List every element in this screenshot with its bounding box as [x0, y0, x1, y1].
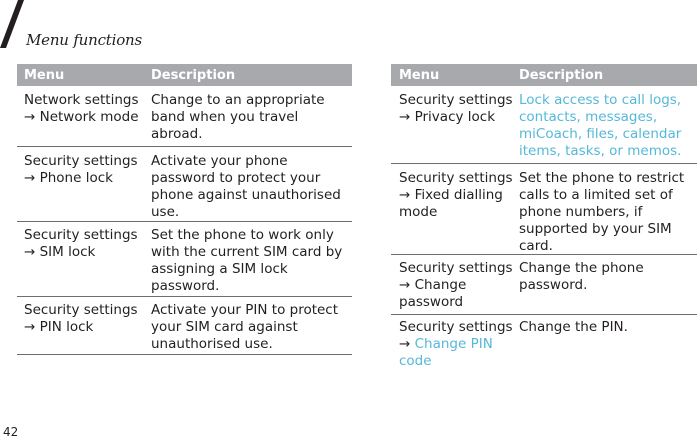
menu-path-item [399, 336, 517, 370]
table-row [17, 222, 352, 297]
table-row [391, 315, 697, 375]
menu-path-item: → Change password [399, 277, 467, 310]
menu-path-parent: Security settings [24, 227, 138, 243]
menu-path-parent: Security settings [24, 302, 138, 318]
table-row [391, 86, 697, 164]
change-pin-code-link[interactable]: Change PIN code [399, 336, 493, 369]
menu-path-item: → Phone lock [24, 170, 113, 186]
page-header-title: Menu functions [26, 31, 143, 49]
menu-cell [391, 92, 519, 163]
table-header [391, 64, 697, 86]
description-link[interactable]: Lock access to call logs, contacts, messages, miCoach, files, calendar items, tasks, or memos. [519, 92, 682, 159]
description-cell: Activate your PIN to protect your SIM card against unauthorised use. [151, 302, 339, 352]
column-header-description: Description [519, 67, 604, 83]
description-cell: Change the phone password. [519, 260, 644, 293]
table-row [17, 86, 352, 147]
table-header [17, 64, 352, 86]
menu-path-parent: Network settings [24, 92, 139, 108]
menu-path-parent: Security settings [24, 153, 138, 169]
menu-path-parent: Security settings [399, 260, 513, 276]
description-cell: Change to an appropriate band when you travel abroad. [151, 92, 325, 142]
menu-cell [17, 227, 151, 296]
menu-table-right [391, 64, 697, 375]
column-header-description: Description [151, 67, 236, 83]
menu-cell [17, 92, 151, 146]
menu-path-parent: Security settings [399, 170, 513, 186]
menu-table-left [17, 64, 352, 355]
table-row [17, 297, 352, 355]
table-row [391, 255, 697, 315]
page-number: 42 [3, 425, 19, 439]
description-cell: Set the phone to restrict calls to a limited set of phone numbers, if supported by your SIM card. [519, 170, 685, 254]
menu-path-parent: Security settings [399, 319, 513, 335]
menu-path-parent: Security settings [399, 92, 513, 108]
menu-cell [391, 170, 519, 254]
menu-path-item: → SIM lock [24, 244, 96, 260]
description-cell: Activate your phone password to protect your phone against unauthorised use. [151, 153, 341, 220]
header-slash-mark [0, 0, 28, 48]
menu-cell [391, 260, 519, 314]
menu-cell [17, 302, 151, 354]
arrow-glyph: → [399, 336, 411, 352]
description-cell: Set the phone to work only with the current SIM card by assigning a SIM lock password. [151, 227, 343, 294]
column-header-menu: Menu [24, 67, 65, 83]
menu-path-item: → Network mode [24, 109, 139, 125]
menu-path-item: → PIN lock [24, 319, 94, 335]
menu-cell [17, 153, 151, 221]
menu-path-item: → Privacy lock [399, 109, 496, 125]
table-row [17, 147, 352, 222]
menu-path-item: → Fixed dialling mode [399, 187, 503, 220]
column-header-menu: Menu [399, 67, 440, 83]
menu-cell [391, 319, 519, 375]
table-row [391, 164, 697, 255]
description-cell: Change the PIN. [519, 319, 628, 335]
